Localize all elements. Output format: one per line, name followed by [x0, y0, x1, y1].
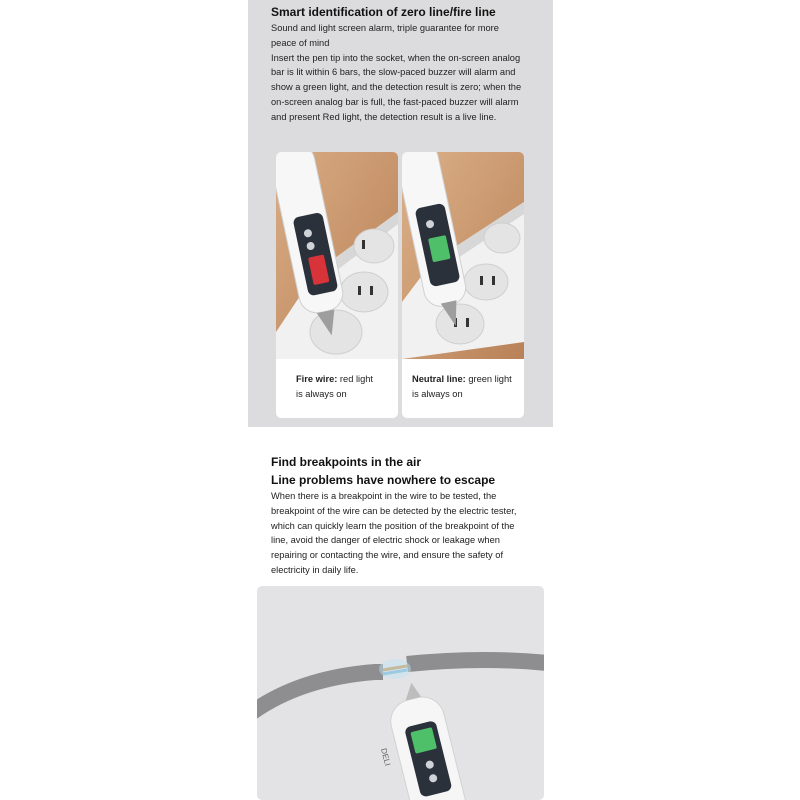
description-line: breakpoint of the wire can be detected by the electric tester, — [271, 505, 517, 516]
neutral-line-caption — [412, 372, 522, 402]
caption-text: is always on — [412, 389, 463, 399]
description-line: bar is lit within 6 bars, the slow-paced buzzer will alarm and — [271, 67, 516, 78]
description-line: When there is a breakpoint in the wire to be tested, the — [271, 491, 497, 501]
breakpoint-subtitle: Line problems have nowhere to escape — [271, 473, 496, 487]
identification-section — [248, 0, 553, 427]
description-line: Sound and light screen alarm, triple guarantee for more — [271, 23, 499, 33]
breakpoint-title: Find breakpoints in the air — [271, 455, 422, 469]
caption-label: Neutral line: — [412, 374, 466, 384]
neutral-line-card — [402, 152, 524, 418]
content-column — [248, 0, 553, 800]
description-line: line, avoid the danger of electric shock or leakage when — [271, 535, 500, 546]
caption-label: Fire wire: — [296, 374, 338, 384]
device-brand: DELI — [379, 747, 393, 767]
caption-text: is always on — [296, 389, 347, 399]
description-line: peace of mind — [271, 37, 330, 48]
caption-text: green light — [465, 374, 512, 384]
breakpoint-illustration — [257, 586, 544, 800]
description-line: repairing or contacting the wire, and ensure the safety of — [271, 550, 504, 561]
description-line: on-screen analog bar is full, the fast-paced buzzer will alarm — [271, 96, 519, 107]
breakpoint-description — [271, 489, 541, 578]
caption-text: red light — [337, 374, 374, 384]
description-line: show a green light, and the detection result is zero; when the — [271, 82, 522, 93]
fire-wire-caption — [296, 372, 396, 402]
fire-wire-card — [276, 152, 398, 418]
neutral-line-photo — [402, 152, 524, 359]
description-line: which can quickly learn the position of the breakpoint of the — [271, 520, 515, 531]
description-line: Insert the pen tip into the socket, when the on-screen analog — [271, 52, 521, 63]
breakpoint-photo — [257, 586, 544, 800]
description-line: and present Red light, the detection result is a live line. — [271, 111, 497, 122]
description-line: electricity in daily life. — [271, 564, 359, 575]
section-title: Smart identification of zero line/fire line — [271, 5, 496, 19]
section-description — [271, 21, 541, 125]
fire-wire-photo — [276, 152, 398, 359]
